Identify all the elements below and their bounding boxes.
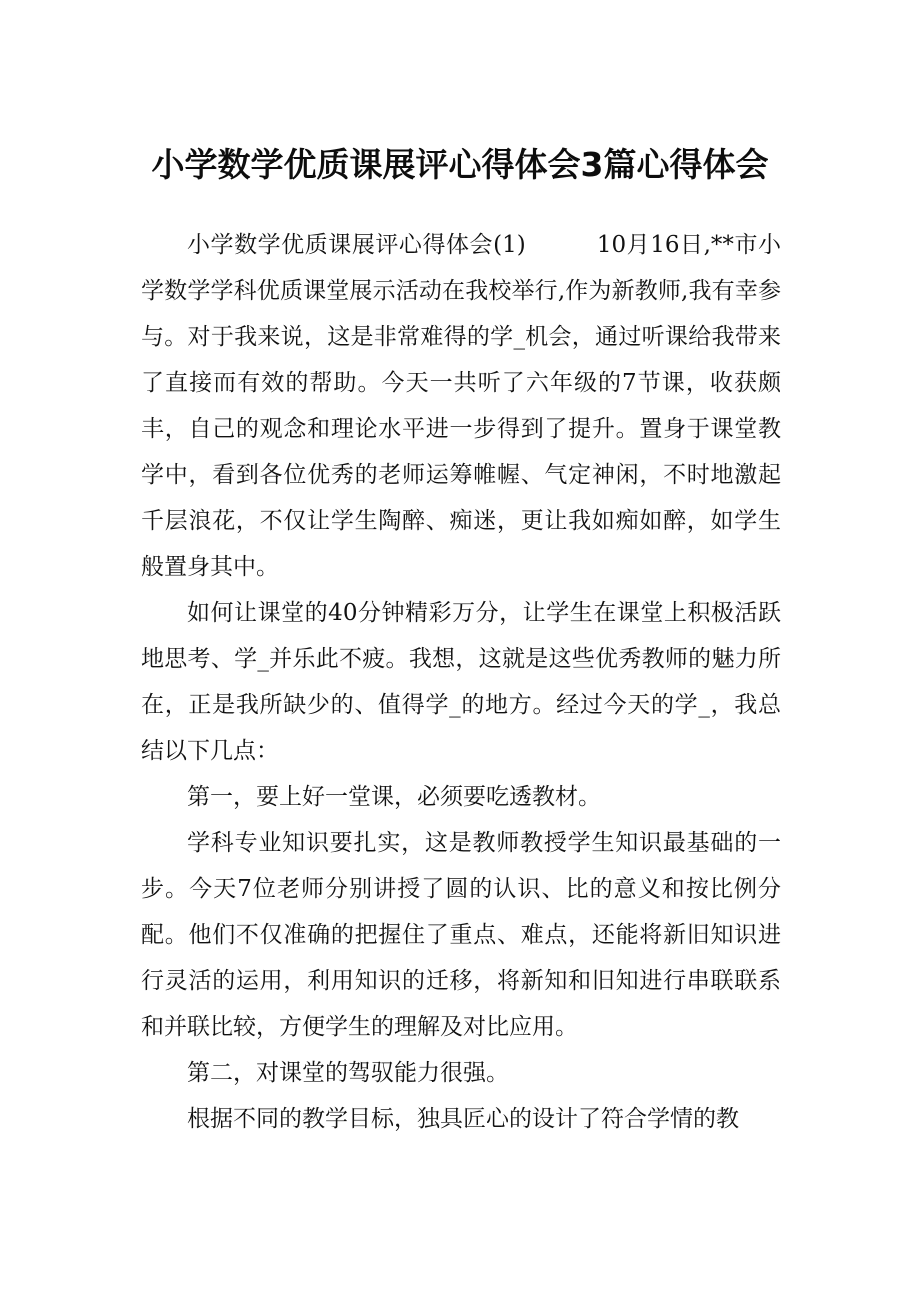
paragraph-point-two-heading: 第二，对课堂的驾驭能力很强。 [187,1060,509,1086]
paragraph-point-two-body: 根据不同的教学目标，独具匠心的设计了符合学情的教 [187,1106,739,1132]
document-title: 小学数学优质课展评心得体会3篇心得体会 [151,145,769,184]
paragraph-point-one-body: 学科专业知识要扎实，这是教师教授学生知识最基础的一步。今天7位老师分别讲授了圆的认识、比的意义和按比例分配。他们不仅准确的把握住了重点、难点，还能将新旧知识进行灵活的运用，利用知识的迁移，将新知和旧知进行串联联系和并联比较，方便学生的理解及对比应用。 [141,830,781,1040]
paragraph-intro: 小学数学优质课展评心得体会(1) 10月16日,**市小学数学学科优质课堂展示活动在我校举行,作为新教师,我有幸参与。对于我来说，这是非常难得的学_机会，通过听课给我带来了直接而有效的帮助。今天一共听了六年级的7节课，收获颇丰，自己的观念和理论水平进一步得到了提升。置身于课堂教学中，看到各位优秀的老师运筹帷幄、气定神闲，不时地激起千层浪花，不仅让学生陶醉、痴迷，更让我如痴如醉，如学生般置身其中。 [141,232,781,580]
document-body [141,222,781,1142]
paragraph-point-one-heading: 第一，要上好一堂课，必须要吃透教材。 [187,784,601,810]
paragraph-how-to-engage: 如何让课堂的40分钟精彩万分，让学生在课堂上积极活跃地思考、学_并乐此不疲。我想，这就是这些优秀教师的魅力所在，正是我所缺少的、值得学_的地方。经过今天的学_，我总结以下几点： [141,600,781,764]
